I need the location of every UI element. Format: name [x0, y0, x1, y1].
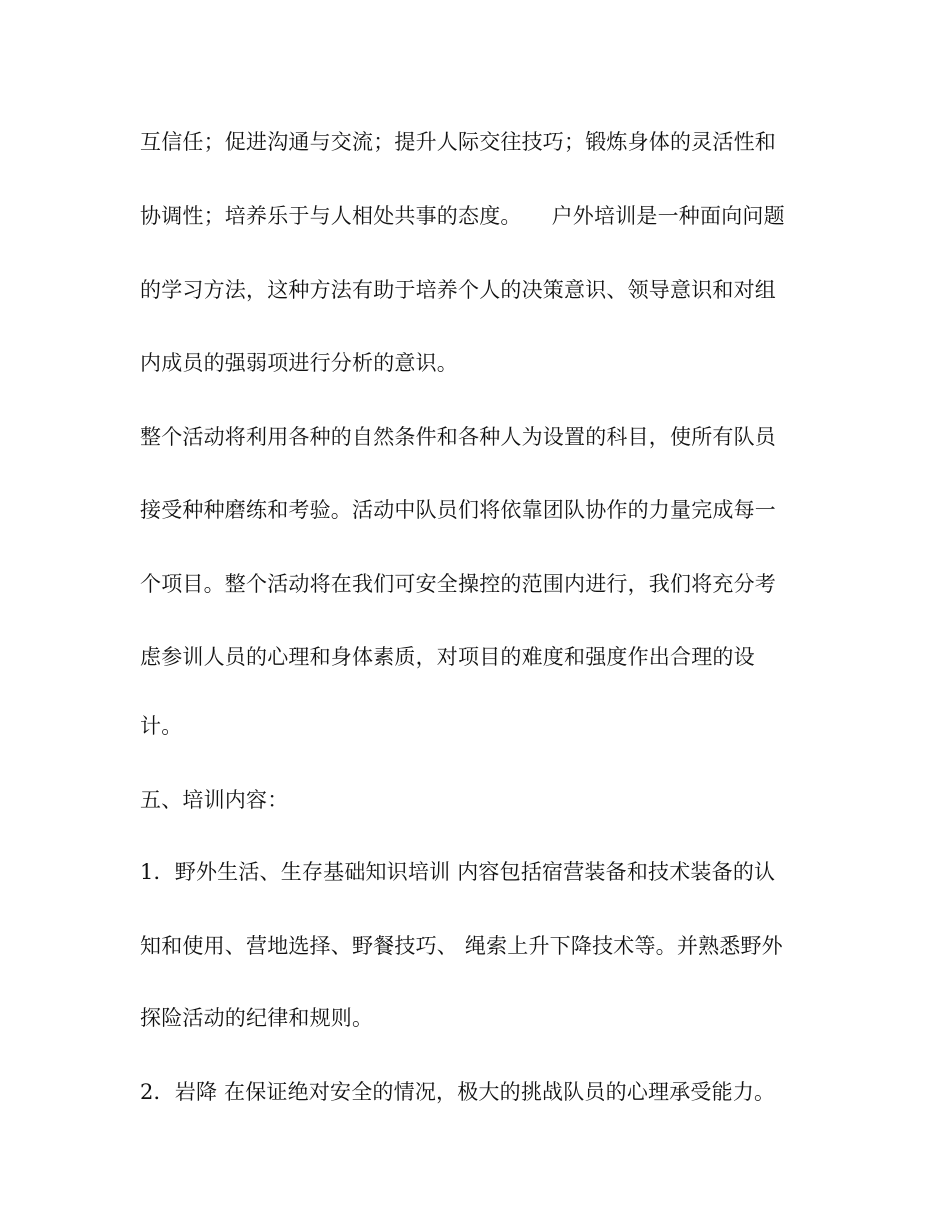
text-segment: 户外培训是一种面向问题 [551, 204, 785, 228]
text-line: 接受种种磨练和考验。活动中队员们将依靠团队协作的力量完成每一 [140, 498, 776, 522]
text-line: 互信任；促进沟通与交流；提升人际交往技巧；锻炼身体的灵活性和 [140, 130, 776, 154]
text-line: 2．岩降 在保证绝对安全的情况，极大的挑战队员的心理承受能力。 [140, 1080, 776, 1104]
text-line: 整个活动将利用各种的自然条件和各种人为设置的科目，使所有队员 [140, 425, 776, 449]
text-line: 计。 [140, 714, 183, 738]
text-line [140, 201, 785, 231]
text-line: 1．野外生活、生存基础知识培训 内容包括宿营装备和技术装备的认 [140, 860, 776, 884]
text-segment: 协调性；培养乐于与人相处共事的态度。 [140, 204, 522, 228]
section-heading: 五、培训内容： [140, 788, 289, 812]
text-line: 个项目。整个活动将在我们可安全操控的范围内进行，我们将充分考 [140, 572, 776, 596]
text-line: 知和使用、营地选择、野餐技巧、 绳索上升下降技术等。并熟悉野外 [140, 934, 783, 958]
text-line: 内成员的强弱项进行分析的意识。 [140, 351, 458, 375]
text-line: 虑参训人员的心理和身体素质，对项目的难度和强度作出合理的设 [140, 645, 755, 669]
text-line: 的学习方法，这种方法有助于培养个人的决策意识、领导意识和对组 [140, 278, 776, 302]
text-line: 探险活动的纪律和规则。 [140, 1006, 374, 1030]
